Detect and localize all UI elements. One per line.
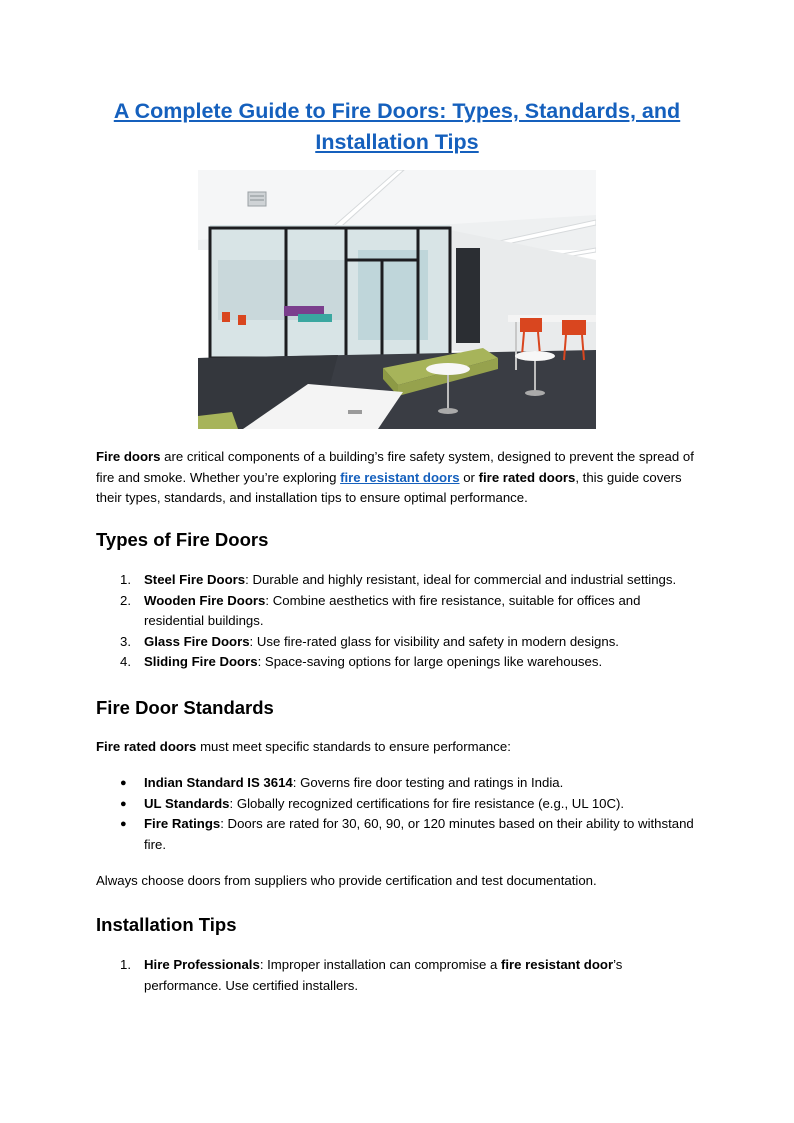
item-text: : Use fire-rated glass for visibility and safety in modern designs. [249, 633, 619, 649]
item-title: Hire Professionals [144, 957, 260, 972]
item-title: Fire Ratings [144, 816, 221, 831]
intro-paragraph [96, 447, 702, 509]
title-link-line2[interactable]: Installation Tips [315, 130, 479, 154]
list-number: 1. [120, 572, 131, 587]
item-title: UL Standards [144, 795, 230, 811]
item-title: Sliding Fire Doors [144, 654, 258, 669]
standards-lead-paragraph [96, 737, 702, 758]
lead-text: must meet specific standards to ensure performance: [196, 739, 511, 754]
standards-list [96, 773, 702, 855]
intro-bold-fire-doors: Fire doors [96, 449, 161, 464]
item-text: ’s performance. Use certified installers. [144, 957, 623, 993]
item-text: : Combine aesthetics with fire resistance, suitable for offices and residential buildings. [144, 592, 641, 628]
list-item [96, 652, 702, 673]
item-text: : Globally recognized certifications for fire resistance (e.g., UL 10C). [229, 795, 625, 811]
item-text: : Doors are rated for 30, 60, 90, or 120 minutes based on their ability to withstand fire. [144, 816, 694, 852]
bullet-icon: ● [120, 777, 127, 789]
intro-bold-fire-rated-doors: fire rated doors [478, 469, 576, 485]
installation-list [96, 955, 702, 996]
heading-types-of-fire-doors: Types of Fire Doors [96, 529, 269, 550]
types-list [96, 570, 702, 673]
item-title: Steel Fire Doors [144, 572, 246, 587]
list-number: 1. [120, 957, 131, 972]
office-glass-doors-photo [198, 170, 596, 429]
item-bold-fire-resistant-door: fire resistant door [500, 957, 614, 972]
item-text: : Governs fire door testing and ratings in India. [292, 775, 564, 790]
list-number: 4. [120, 654, 131, 669]
item-text: : Durable and highly resistant, ideal for commercial and industrial settings. [245, 572, 677, 587]
item-title: Wooden Fire Doors [144, 592, 266, 608]
list-item [96, 955, 702, 996]
list-item [96, 794, 702, 815]
intro-text-2: or [459, 469, 479, 485]
list-item [96, 773, 702, 794]
page-title[interactable] [96, 96, 698, 158]
list-number: 3. [120, 633, 131, 649]
standards-closing-paragraph: Always choose doors from suppliers who provide certification and test documentation. [96, 873, 597, 888]
list-item [96, 570, 702, 591]
item-text: : Improper installation can compromise a [259, 957, 501, 972]
title-link-line1[interactable]: A Complete Guide to Fire Doors: Types, Standards, and [113, 99, 681, 123]
item-text: : Space-saving options for large openings like warehouses. [257, 654, 603, 669]
intro-text-3: , this guide covers their types, standards, and installation tips to ensure optimal performance. [96, 469, 682, 505]
bullet-icon: ● [120, 797, 127, 810]
list-item [96, 814, 702, 855]
heading-fire-door-standards: Fire Door Standards [96, 697, 274, 718]
item-title: Indian Standard IS 3614 [144, 775, 293, 790]
list-item [96, 632, 702, 653]
list-item [96, 591, 702, 632]
fire-resistant-doors-link[interactable]: fire resistant doors [340, 469, 460, 485]
list-number: 2. [120, 592, 131, 608]
heading-installation-tips: Installation Tips [96, 914, 237, 935]
item-title: Glass Fire Doors [144, 633, 250, 649]
lead-bold: Fire rated doors [96, 739, 197, 754]
bullet-icon: ● [120, 818, 127, 830]
intro-text-1: are critical components of a building’s fire safety system, designed to prevent the spread of fire and smoke. Whether you’re exploring [96, 449, 694, 485]
